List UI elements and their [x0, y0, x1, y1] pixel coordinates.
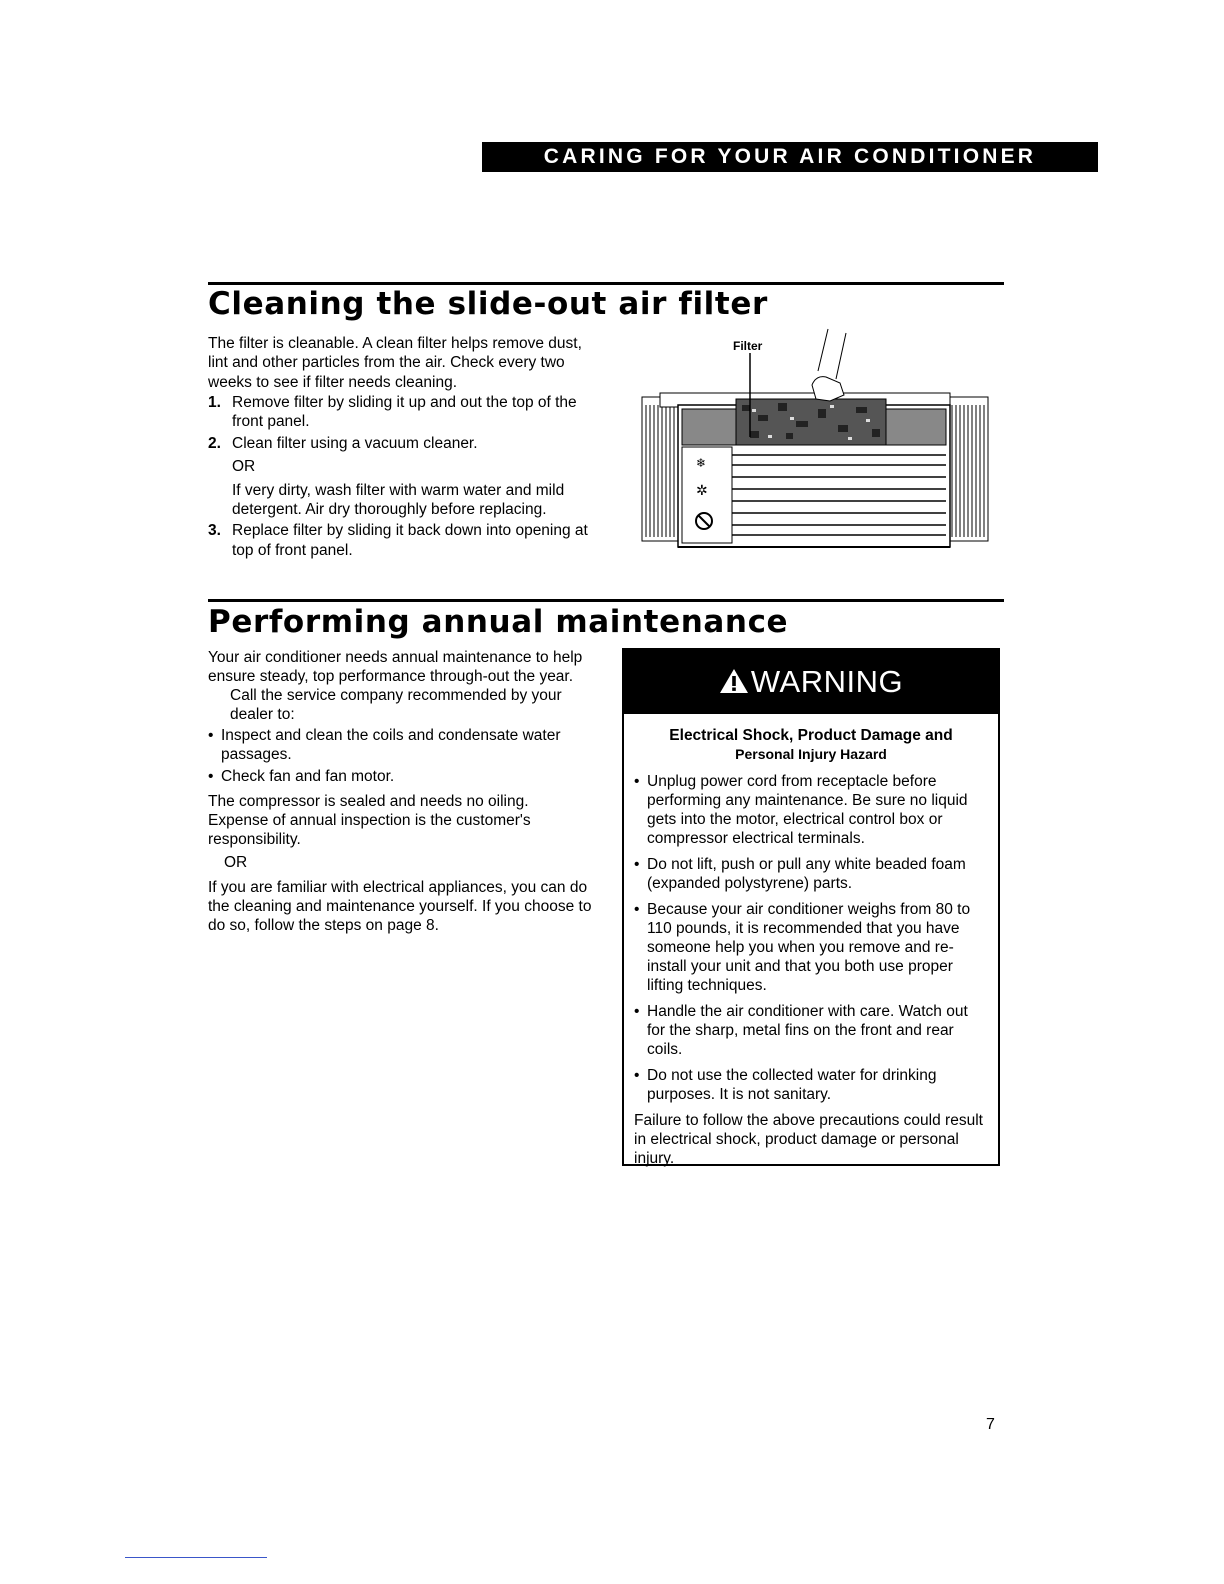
- step-text-alt: If very dirty, wash filter with warm water and mild detergent. Air dry thoroughly before replacing.: [232, 481, 565, 519]
- section-banner: CARING FOR YOUR AIR CONDITIONER: [482, 142, 1098, 172]
- warning-triangle-icon: [719, 667, 749, 695]
- warning-header: [624, 650, 998, 714]
- svg-text:✲: ✲: [696, 483, 708, 499]
- footer-divider: [125, 1557, 267, 1558]
- list-item: • Unplug power cord from receptacle before performing any maintenance. Be sure no liquid gets into the motor, electrical control box or compressor electrical terminals.: [634, 772, 988, 848]
- air-conditioner-filter-illustration: [640, 325, 992, 553]
- warning-list: [634, 772, 988, 1104]
- filter-intro-text: The filter is cleanable. A clean filter helps remove dust, lint and other particles from the air. Check every two weeks to see if filter needs cleaning.: [208, 335, 582, 391]
- section-title-filter: Cleaning the slide-out air filter: [208, 286, 768, 322]
- step-text: Remove filter by sliding it up and out the top of the front panel.: [232, 394, 577, 431]
- list-item: • Do not lift, push or pull any white beaded foam (expanded polystyrene) parts.: [634, 855, 988, 893]
- step-text: Clean filter using a vacuum cleaner.: [232, 434, 478, 452]
- section-divider: [208, 599, 1004, 602]
- list-item: • Because your air conditioner weighs from 80 to 110 pounds, it is recommended that you have someone help you when you remove and re-install your unit and that you both use proper lifting techniques.: [634, 900, 988, 995]
- list-item: • Do not use the collected water for drinking purposes. It is not sanitary.: [634, 1066, 988, 1104]
- list-item: • Check fan and fan motor.: [208, 767, 592, 786]
- step-2: [208, 434, 608, 520]
- filter-steps: [208, 393, 608, 562]
- step-number: 2.: [208, 434, 221, 452]
- self-maintenance-note: If you are familiar with electrical appliances, you can do the cleaning and maintenance yourself. If you choose to do so, follow the steps on page 8.: [208, 879, 592, 934]
- step-number: 1.: [208, 394, 221, 411]
- warning-title-line1: Electrical Shock, Product Damage and: [669, 727, 953, 744]
- warning-title: [624, 726, 998, 764]
- svg-text:❄: ❄: [696, 456, 707, 470]
- step-or: OR: [232, 458, 256, 476]
- compressor-note: The compressor is sealed and needs no oiling. Expense of annual inspection is the customer's responsibility.: [208, 793, 531, 848]
- maintenance-bullets: [208, 726, 592, 786]
- section-divider: [208, 282, 1004, 285]
- step-text: Replace filter by sliding it back down into opening at top of front panel.: [232, 522, 588, 559]
- section-title-maintenance: Performing annual maintenance: [208, 604, 789, 640]
- maintenance-call: Call the service company recommended by your dealer to:: [230, 687, 562, 723]
- maintenance-text: [208, 648, 592, 935]
- maintenance-intro: Your air conditioner needs annual maintenance to help ensure steady, top performance through-out the year.: [208, 649, 583, 685]
- warning-footer: Failure to follow the above precautions could result in electrical shock, product damage or personal injury.: [634, 1112, 983, 1167]
- filter-intro: [208, 334, 598, 392]
- step-3: [208, 521, 608, 560]
- maintenance-or: OR: [224, 854, 248, 871]
- figure-label-filter: Filter: [733, 339, 763, 353]
- warning-title-line2: Personal Injury Hazard: [735, 746, 887, 762]
- warning-heading: WARNING: [750, 664, 904, 699]
- page-number: 7: [986, 1416, 995, 1433]
- step-1: [208, 393, 608, 432]
- list-item: • Handle the air conditioner with care. Watch out for the sharp, metal fins on the front and rear coils.: [634, 1002, 988, 1059]
- list-item: • Inspect and clean the coils and condensate water passages.: [208, 726, 592, 764]
- step-number: 3.: [208, 522, 221, 540]
- warning-box: [622, 648, 1000, 1166]
